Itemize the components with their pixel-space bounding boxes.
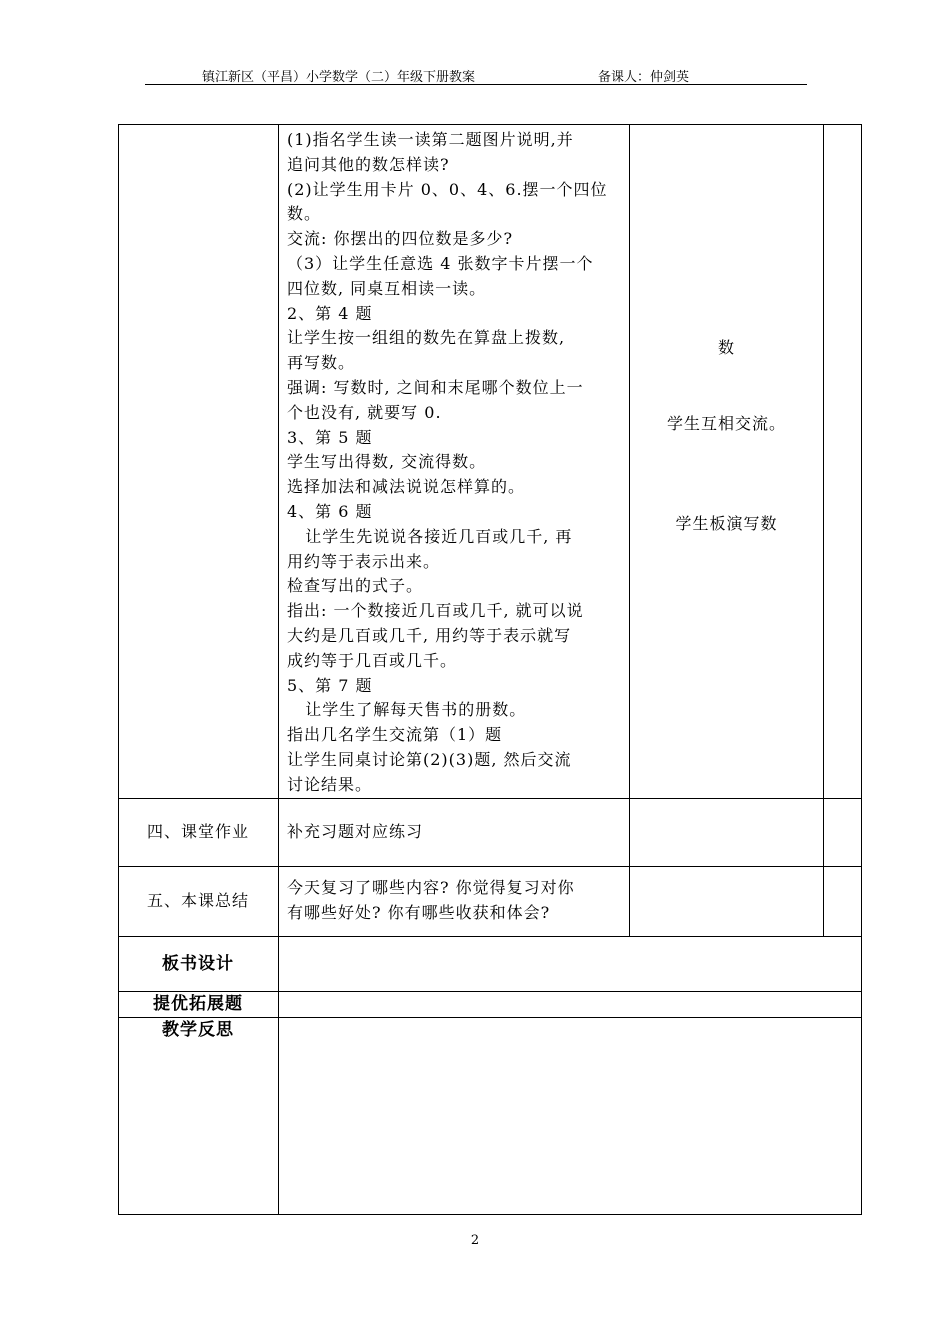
- process-line: 交流: 你摆出的四位数是多少?: [287, 229, 514, 249]
- process-line: 5、第 7 题: [287, 675, 373, 695]
- extension-label: 提优拓展题: [153, 994, 243, 1014]
- header-title: 镇江新区（平昌）小学数学（二）年级下册教案: [202, 70, 476, 85]
- process-line: 让学生先说说各接近几百或几千, 再: [287, 526, 573, 546]
- process-line: 2、第 4 题: [287, 303, 373, 323]
- summary-line-2: 有哪些好处? 你有哪些收获和体会?: [287, 903, 551, 922]
- process-line: 成约等于几百或几千。: [287, 650, 458, 670]
- reflection-label: 教学反思: [162, 1020, 234, 1040]
- process-line: 让学生同桌讨论第(2)(3)题, 然后交流: [287, 749, 572, 769]
- process-line: 让学生按一组组的数先在算盘上拨数,: [287, 328, 566, 348]
- homework-content: 补充习题对应练习: [287, 822, 424, 841]
- board-design-label: 板书设计: [162, 954, 234, 974]
- teaching-process-text: [287, 128, 627, 798]
- process-line: 学生写出得数, 交流得数。: [287, 452, 487, 472]
- process-line: 检查写出的式子。: [287, 576, 424, 596]
- student-activity-1: 数: [717, 338, 735, 357]
- page-number: 2: [470, 1233, 480, 1248]
- process-line: (1)指名学生读一读第二题图片说明,并: [287, 130, 574, 149]
- process-line: 四位数, 同桌互相读一读。: [287, 278, 487, 298]
- process-line: 指出几名学生交流第（1）题: [287, 725, 503, 745]
- process-line: 再写数。: [287, 353, 356, 373]
- process-line: 指出: 一个数接近几百或几千, 就可以说: [287, 601, 584, 621]
- student-activity-2: 学生互相交流。: [666, 414, 786, 433]
- lesson-plan-table: [118, 124, 862, 1215]
- process-line: 追问其他的数怎样读?: [287, 154, 450, 174]
- process-line: 大约是几百或几千, 用约等于表示就写: [287, 625, 572, 645]
- summary-line-1: 今天复习了哪些内容? 你觉得复习对你: [287, 878, 575, 897]
- process-line: 强调: 写数时, 之间和末尾哪个数位上一: [287, 377, 584, 397]
- process-line: 3、第 5 题: [287, 427, 373, 447]
- process-line: 个也没有, 就要写 0.: [287, 402, 442, 422]
- header-author: 备课人：仲剑英: [598, 70, 690, 85]
- process-line: 数。: [287, 204, 322, 224]
- student-activity-3: 学生板演写数: [675, 514, 778, 533]
- summary-label: 五、本课总结: [146, 891, 249, 910]
- page-header: [145, 64, 807, 85]
- homework-label: 四、课堂作业: [146, 822, 249, 841]
- process-line: 4、第 6 题: [287, 501, 373, 521]
- process-line: 用约等于表示出来。: [287, 551, 441, 571]
- process-line: 选择加法和减法说说怎样算的。: [287, 477, 526, 497]
- process-line: 让学生了解每天售书的册数。: [287, 700, 527, 720]
- process-line: (2)让学生用卡片 0、0、4、6.摆一个四位: [287, 179, 608, 199]
- process-line: 讨论结果。: [287, 774, 373, 794]
- process-line: （3）让学生任意选 4 张数字卡片摆一个: [287, 253, 594, 273]
